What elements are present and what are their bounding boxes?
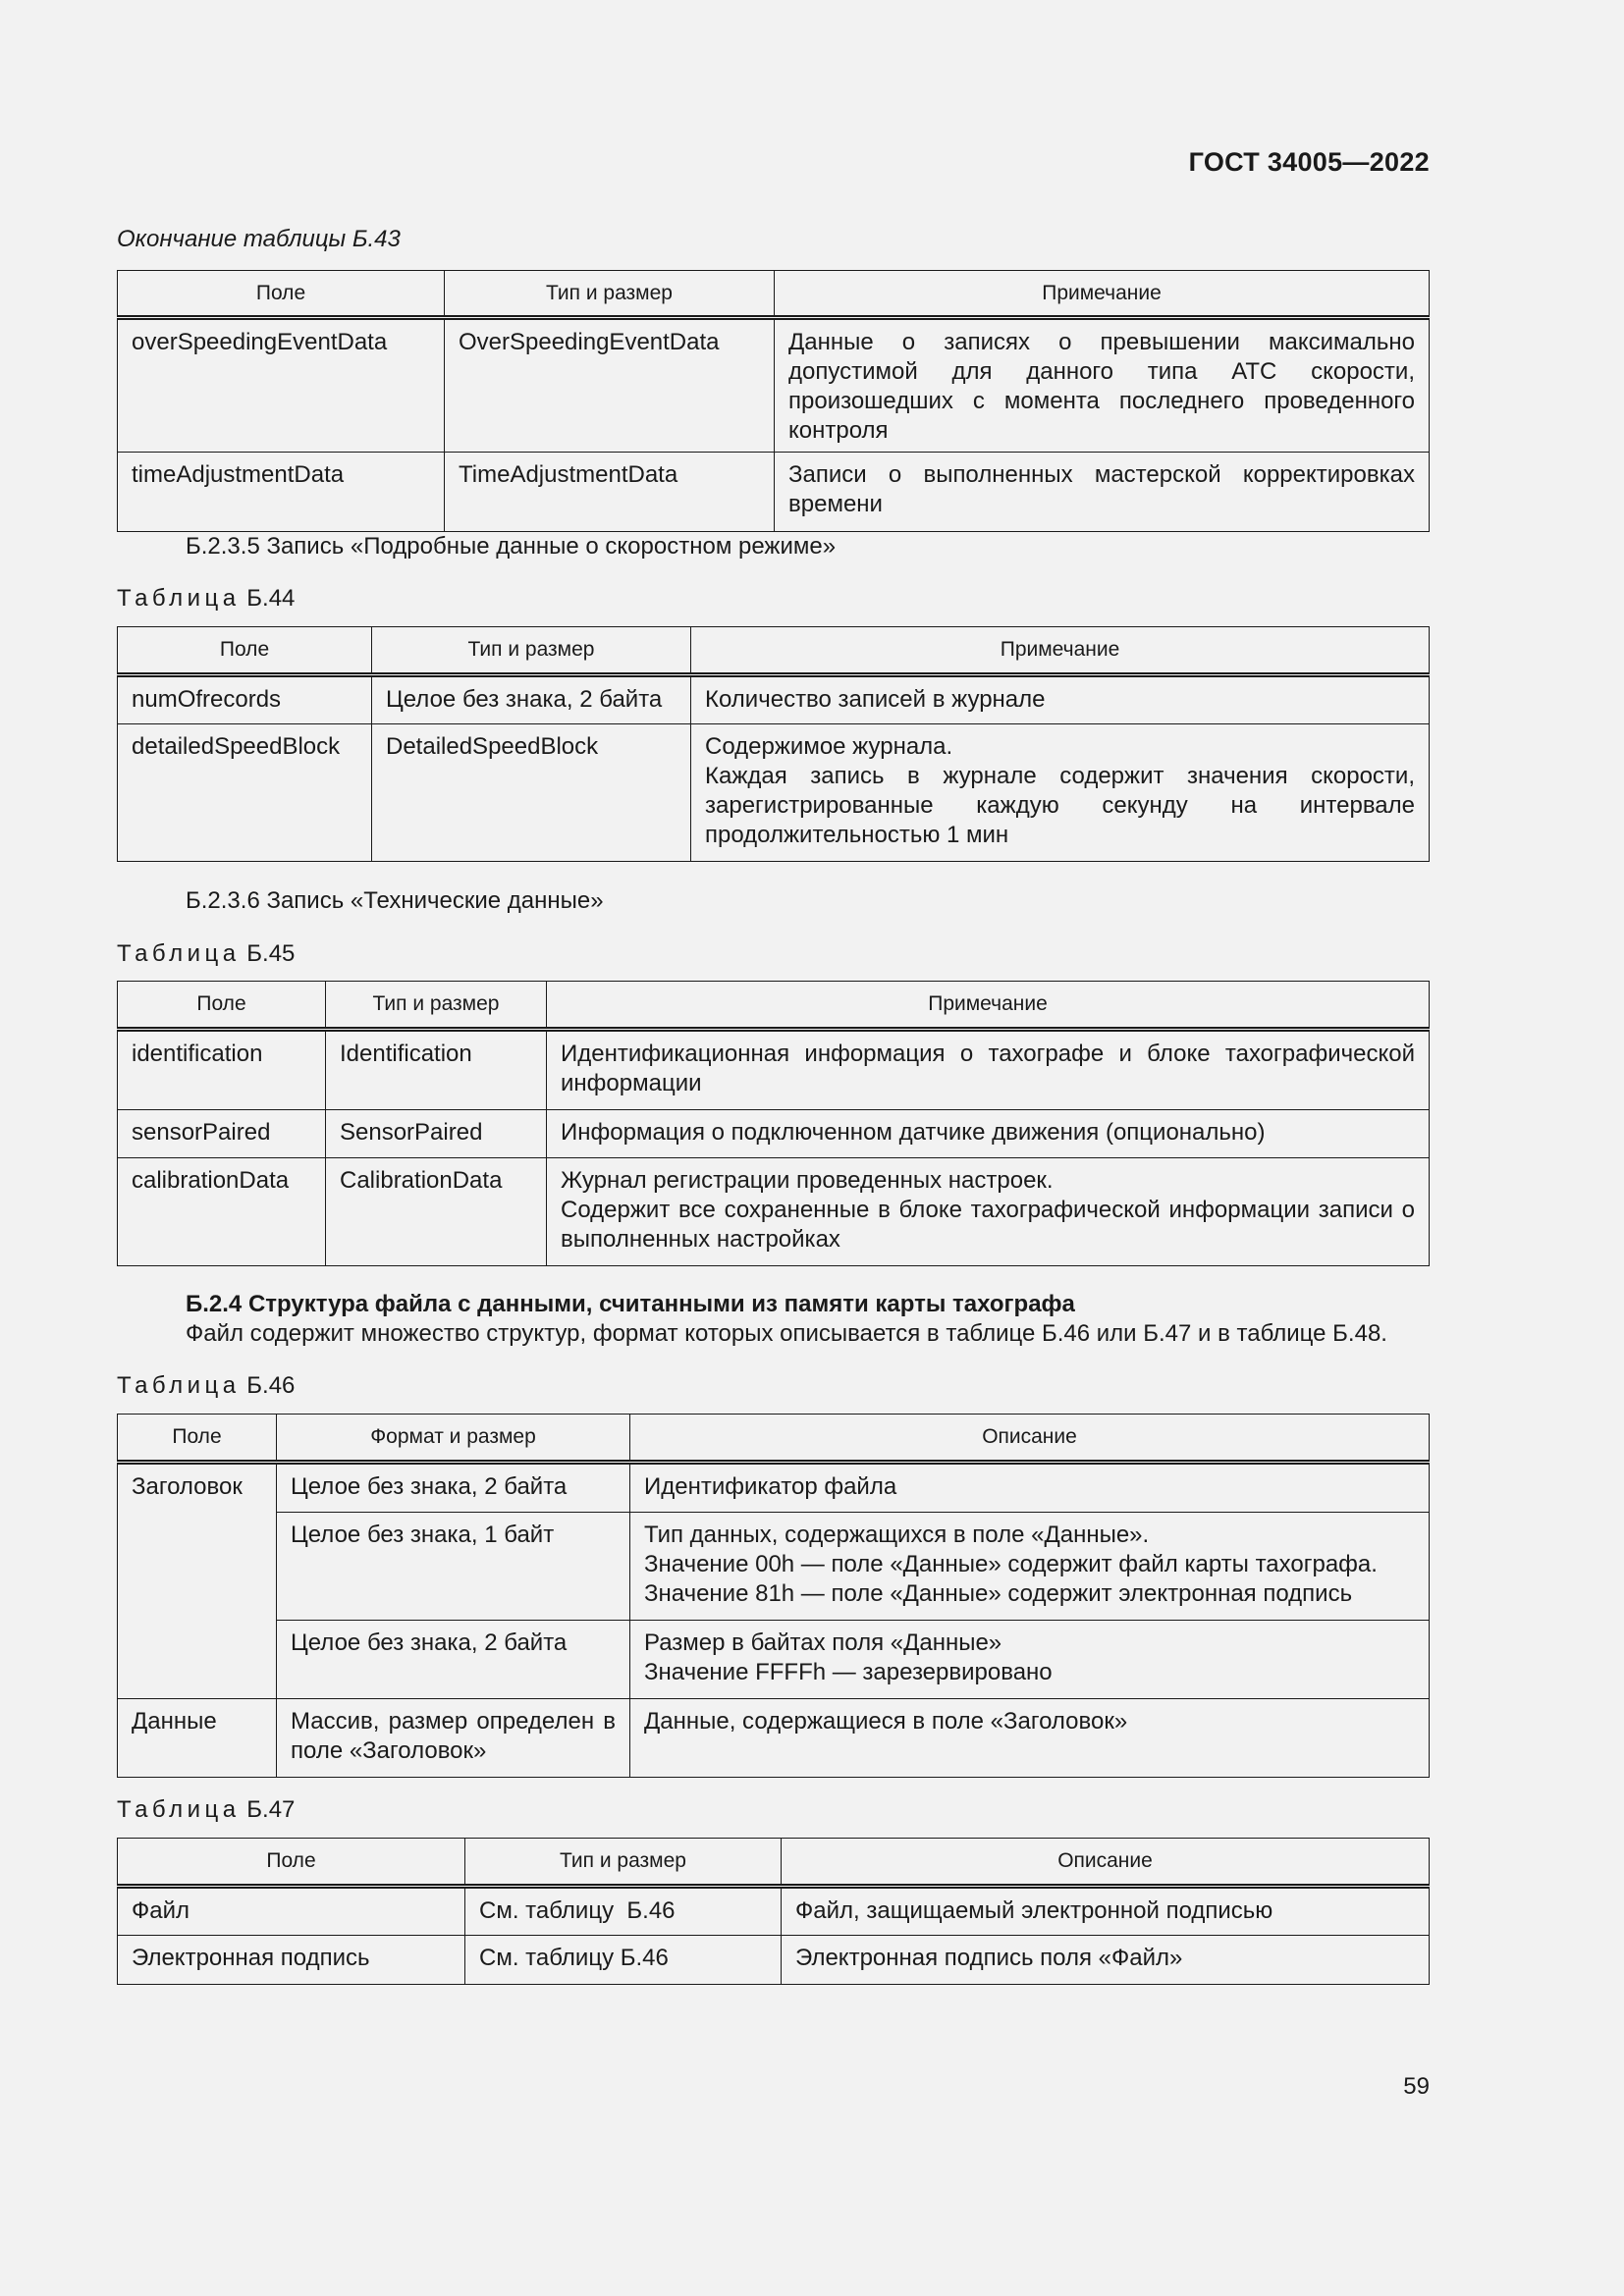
column-header: Примечание [775,271,1430,318]
cell-type: Identification [326,1030,547,1110]
table-row [118,1887,1430,1936]
column-header: Поле [118,627,372,675]
table-row [118,1621,1430,1699]
table-b47-caption [117,1796,295,1824]
table-header-row [118,1839,1430,1887]
cell-field: identification [118,1030,326,1110]
cell-type: CalibrationData [326,1158,547,1266]
column-header: Поле [118,982,326,1030]
column-header: Тип и размер [445,271,775,318]
column-header: Описание [630,1415,1430,1463]
table-caption-word: Таблица [117,1796,241,1823]
column-header: Примечание [547,982,1430,1030]
table-row [118,1110,1430,1158]
cell-note: Записи о выполненных мастерской корректировках времени [775,453,1430,532]
table-b43-caption: Окончание таблицы Б.43 [117,226,401,252]
cell-format: Целое без знака, 2 байта [277,1621,630,1699]
table-header-row [118,271,1430,318]
table-b46 [117,1414,1430,1778]
table-header-row [118,1415,1430,1463]
table-caption-word: Таблица [117,585,241,612]
table-row [118,1030,1430,1110]
cell-description: Тип данных, содержащихся в поле «Данные». Значение 00h — поле «Данные» содержит файл карты тахографа. Значение 81h — поле «Данные» содержит электронная подпись [630,1513,1430,1621]
cell-field: Заголовок [118,1463,277,1699]
table-caption-word: Таблица [117,940,241,967]
cell-type: См. таблицу Б.46 [465,1887,782,1936]
cell-description: Идентификатор файла [630,1463,1430,1513]
table-caption-word: Таблица [117,1372,241,1399]
table-caption-number: Б.47 [246,1796,296,1823]
cell-field: Файл [118,1887,465,1936]
column-header: Тип и размер [465,1839,782,1887]
cell-type: SensorPaired [326,1110,547,1158]
section-b235-heading: Б.2.3.5 Запись «Подробные данные о скоростном режиме» [186,533,837,560]
table-row [118,675,1430,724]
cell-field: timeAdjustmentData [118,453,445,532]
cell-description: Файл, защищаемый электронной подписью [782,1887,1430,1936]
table-row [118,1936,1430,1985]
table-header-row [118,982,1430,1030]
cell-field: sensorPaired [118,1110,326,1158]
cell-field: Данные [118,1699,277,1778]
section-b24-heading: Б.2.4 Структура файла с данными, считанными из памяти карты тахографа [186,1291,1075,1317]
section-b24-text: Файл содержит множество структур, формат которых описывается в таблице Б.46 или Б.47 и в таблице Б.48. [186,1320,1387,1347]
cell-field: calibrationData [118,1158,326,1266]
cell-type: TimeAdjustmentData [445,453,775,532]
table-caption-number: Б.46 [246,1372,296,1399]
cell-field: Электронная подпись [118,1936,465,1985]
table-b46-caption [117,1372,295,1400]
column-header: Описание [782,1839,1430,1887]
table-row [118,1463,1430,1513]
cell-note: Журнал регистрации проведенных настроек. Содержит все сохраненные в блоке тахографической информации записи о выполненных настройках [547,1158,1430,1266]
column-header: Тип и размер [326,982,547,1030]
table-b44 [117,626,1430,862]
table-b47 [117,1838,1430,1985]
cell-format: Массив, размер определен в поле «Заголовок» [277,1699,630,1778]
table-row [118,318,1430,453]
cell-description: Размер в байтах поля «Данные» Значение FFFFh — зарезервировано [630,1621,1430,1699]
cell-type: См. таблицу Б.46 [465,1936,782,1985]
cell-field: detailedSpeedBlock [118,724,372,862]
page-number: 59 [1403,2073,1430,2100]
column-header: Примечание [691,627,1430,675]
cell-format: Целое без знака, 1 байт [277,1513,630,1621]
cell-field: overSpeedingEventData [118,318,445,453]
table-row [118,1158,1430,1266]
cell-note: Данные о записях о превышении максимально допустимой для данного типа АТС скорости, произошедших с момента последнего проведенного контроля [775,318,1430,453]
table-b45-caption [117,940,295,968]
column-header: Поле [118,271,445,318]
table-row [118,1513,1430,1621]
cell-type: Целое без знака, 2 байта [372,675,691,724]
cell-type: DetailedSpeedBlock [372,724,691,862]
table-header-row [118,627,1430,675]
table-caption-number: Б.45 [246,940,296,967]
table-caption-number: Б.44 [246,585,296,612]
cell-note: Идентификационная информация о тахографе и блоке тахографической информации [547,1030,1430,1110]
column-header: Поле [118,1415,277,1463]
cell-description: Электронная подпись поля «Файл» [782,1936,1430,1985]
table-row [118,724,1430,862]
cell-note: Количество записей в журнале [691,675,1430,724]
column-header: Формат и размер [277,1415,630,1463]
section-b236-heading: Б.2.3.6 Запись «Технические данные» [186,887,604,914]
cell-note: Содержимое журнала. Каждая запись в журнале содержит значения скорости, зарегистрированные каждую секунду на интервале продолжительностью 1 мин [691,724,1430,862]
column-header: Поле [118,1839,465,1887]
cell-description: Данные, содержащиеся в поле «Заголовок» [630,1699,1430,1778]
cell-format: Целое без знака, 2 байта [277,1463,630,1513]
table-b44-caption [117,585,295,613]
document-code: ГОСТ 34005—2022 [1188,147,1430,177]
cell-type: OverSpeedingEventData [445,318,775,453]
table-row [118,1699,1430,1778]
cell-field: numOfrecords [118,675,372,724]
cell-note: Информация о подключенном датчике движения (опционально) [547,1110,1430,1158]
table-row [118,453,1430,532]
column-header: Тип и размер [372,627,691,675]
table-b43 [117,270,1430,532]
table-b45 [117,981,1430,1266]
